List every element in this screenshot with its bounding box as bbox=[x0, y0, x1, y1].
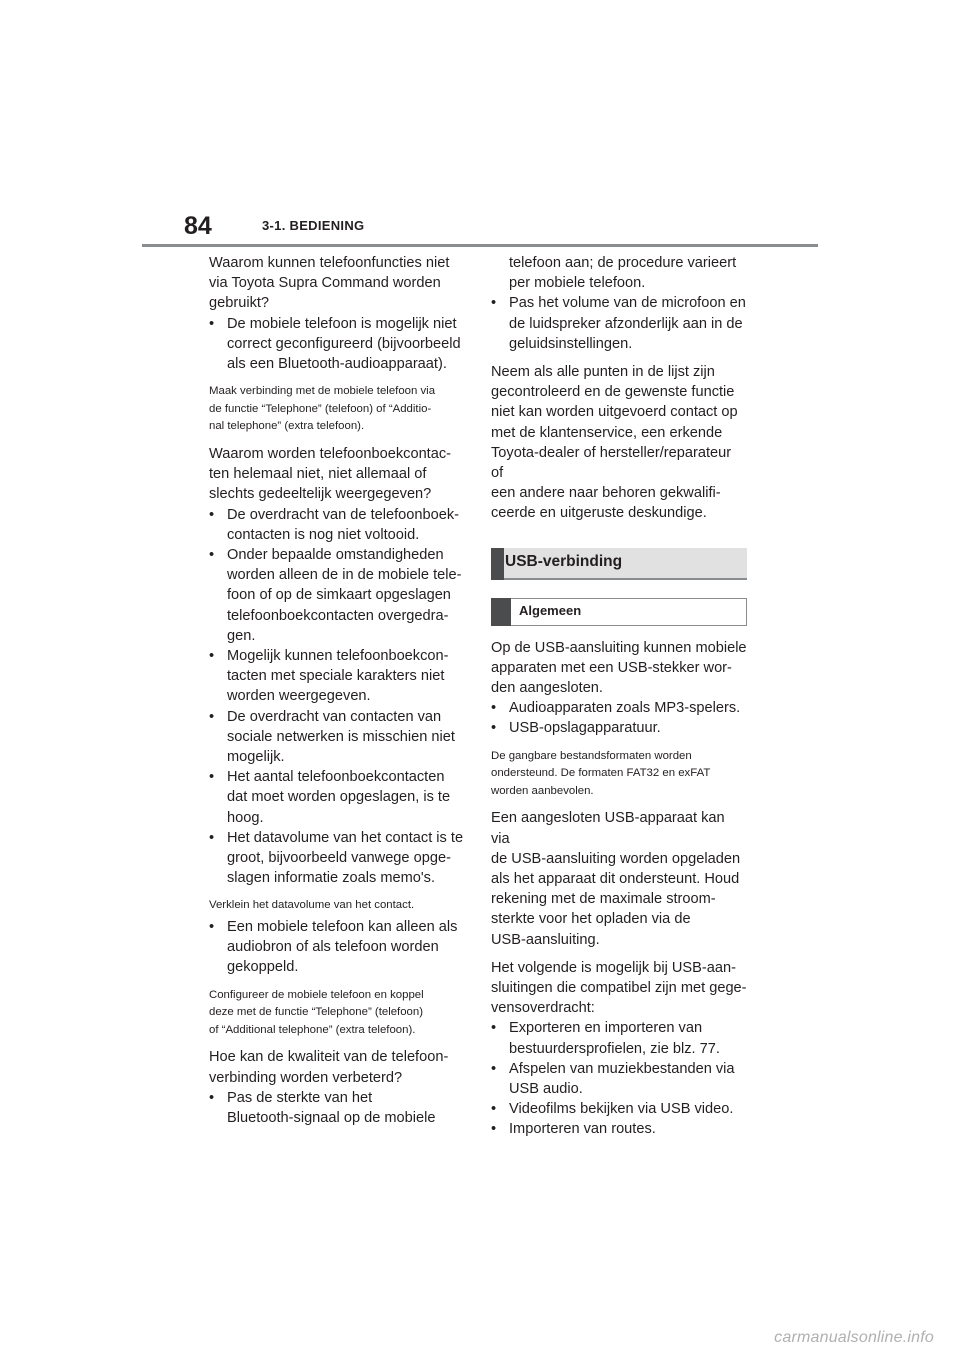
right-column bbox=[491, 253, 747, 1140]
text-line: telefoon aan; de procedure varieert bbox=[509, 255, 737, 271]
bullet-marker: • bbox=[209, 829, 215, 846]
paragraph bbox=[491, 958, 747, 1019]
bullet-marker: • bbox=[491, 720, 497, 737]
text-line: Exporteren en importeren van bbox=[509, 1020, 703, 1037]
bullet-item bbox=[491, 1119, 747, 1139]
text-line: audiobron of als telefoon worden bbox=[227, 939, 439, 956]
text-line: Op de USB-aansluiting kunnen mobiele bbox=[491, 639, 747, 656]
note-text bbox=[209, 897, 465, 915]
text-line: foon of op de simkaart opgeslagen bbox=[227, 587, 451, 604]
text-line: Een aangesloten USB-apparaat kan via bbox=[491, 810, 725, 847]
bullet-item bbox=[491, 293, 747, 354]
text-line: Het aantal telefoonboekcontacten bbox=[227, 769, 445, 786]
paragraph bbox=[491, 638, 747, 699]
text-line: Mogelijk kunnen telefoonboekcon- bbox=[227, 648, 449, 665]
bullet-marker: • bbox=[209, 547, 215, 564]
text-line: De gangbare bestandsformaten worden bbox=[491, 749, 692, 762]
text-line: de functie “Telephone” (telefoon) of “Additio- bbox=[209, 402, 432, 415]
text-line: bestuurdersprofielen, zie blz. 77. bbox=[509, 1040, 720, 1057]
text-line: USB audio. bbox=[509, 1081, 583, 1098]
text-line: of “Additional telephone” (extra telefoon). bbox=[209, 1023, 416, 1036]
text-line: worden aanbevolen. bbox=[491, 784, 594, 797]
text-line: correct geconfigureerd (bijvoorbeeld bbox=[227, 335, 461, 352]
text-line: USB-opslagapparatuur. bbox=[509, 720, 661, 737]
text-line: Audioapparaten zoals MP3-spelers. bbox=[509, 700, 741, 717]
text-line: geluidsinstellingen. bbox=[509, 335, 633, 352]
text-line: mogelijk. bbox=[227, 749, 285, 766]
text-line: Onder bepaalde omstandigheden bbox=[227, 547, 444, 564]
text-line: gekoppeld. bbox=[227, 959, 299, 976]
paragraph bbox=[491, 808, 747, 949]
text-line: dat moet worden opgeslagen, is te bbox=[227, 789, 451, 806]
text-line: ceerde en uitgeruste deskundige. bbox=[491, 505, 707, 522]
bullet-item bbox=[209, 707, 465, 768]
text-line: worden weergegeven. bbox=[227, 688, 371, 705]
footer-watermark: carmanualsonline.info bbox=[774, 1329, 934, 1346]
header-rule bbox=[142, 244, 818, 247]
bullet-item bbox=[209, 314, 465, 375]
text-line: sluitingen die compatibel zijn met gege- bbox=[491, 980, 747, 997]
subheading-text: Algemeen bbox=[519, 602, 582, 618]
text-line: De overdracht van de telefoonboek- bbox=[227, 506, 460, 523]
text-line: ondersteund. De formaten FAT32 en exFAT bbox=[491, 767, 711, 780]
text-line: Het volgende is mogelijk bij USB-aan- bbox=[491, 959, 736, 976]
text-line: Waarom worden telefoonboekcontac- bbox=[209, 446, 452, 462]
text-line: Waarom kunnen telefoonfuncties niet bbox=[209, 255, 450, 271]
section-label: 3-1. BEDIENING bbox=[262, 218, 365, 233]
bullet-marker: • bbox=[491, 295, 497, 312]
text-line: niet kan worden uitgevoerd contact op bbox=[491, 404, 738, 421]
text-line: Hoe kan de kwaliteit van de telefoon- bbox=[209, 1049, 449, 1066]
bullet-item bbox=[491, 1059, 747, 1099]
bullet-marker: • bbox=[491, 700, 497, 717]
note-text bbox=[491, 748, 747, 801]
heading-text: USB-verbinding bbox=[505, 552, 623, 570]
text-line: den aangesloten. bbox=[491, 680, 603, 697]
text-line: Configureer de mobiele telefoon en koppel bbox=[209, 988, 424, 1001]
heading-bar bbox=[491, 548, 504, 580]
text-line: telefoonboekcontacten overgedra- bbox=[227, 607, 449, 624]
bullet-marker: • bbox=[491, 1060, 497, 1077]
text-line: als een Bluetooth-audioapparaat). bbox=[227, 356, 447, 373]
text-line: Maak verbinding met de mobiele telefoon via bbox=[209, 385, 436, 398]
text-line: groot, bijvoorbeeld vanwege opge- bbox=[227, 850, 451, 867]
bullet-item bbox=[491, 1018, 747, 1058]
bullet-item bbox=[209, 545, 465, 646]
text-line: Een mobiele telefoon kan alleen als bbox=[227, 919, 458, 936]
text-line: hoog. bbox=[227, 809, 264, 826]
text-line: apparaten met een USB-stekker wor- bbox=[491, 659, 732, 676]
text-line: als het apparaat dit ondersteunt. Houd bbox=[491, 871, 740, 888]
bullet-item bbox=[209, 1088, 465, 1128]
text-line: per mobiele telefoon. bbox=[509, 275, 646, 292]
text-line: contacten is nog niet voltooid. bbox=[227, 526, 420, 543]
text-line: Het datavolume van het contact is te bbox=[227, 829, 464, 846]
bullet-marker: • bbox=[209, 708, 215, 725]
bullet-item bbox=[209, 505, 465, 545]
text-line: deze met de functie “Telephone” (telefoon) bbox=[209, 1006, 424, 1019]
text-line: Bluetooth-signaal op de mobiele bbox=[227, 1110, 436, 1127]
bullet-item bbox=[209, 767, 465, 828]
bullet-marker: • bbox=[209, 769, 215, 786]
text-line: nal telephone” (extra telefoon). bbox=[209, 420, 365, 433]
bullet-item bbox=[491, 718, 747, 738]
left-column bbox=[209, 253, 465, 1128]
text-line: ten helemaal niet, niet allemaal of bbox=[209, 466, 427, 483]
note-text bbox=[209, 987, 465, 1040]
text-line: USB-aansluiting. bbox=[491, 931, 600, 948]
text-line: sociale netwerken is misschien niet bbox=[227, 728, 455, 745]
subsection-heading-general bbox=[491, 598, 747, 626]
bullet-marker: • bbox=[209, 648, 215, 665]
bullet-marker: • bbox=[491, 1121, 497, 1138]
text-line: de luidspreker afzonderlijk aan in de bbox=[509, 315, 743, 332]
question-phonebook-contacts bbox=[209, 444, 465, 505]
text-line: een andere naar behoren gekwalifi- bbox=[491, 485, 721, 502]
page-number: 84 bbox=[184, 212, 212, 240]
note-text bbox=[209, 383, 465, 436]
text-line: Pas het volume van de microfoon en bbox=[509, 295, 746, 312]
paragraph bbox=[491, 362, 747, 524]
text-line: gecontroleerd en de gewenste functie bbox=[491, 384, 735, 401]
text-line: De mobiele telefoon is mogelijk niet bbox=[227, 315, 457, 332]
bullet-item bbox=[491, 1099, 747, 1119]
section-heading-usb bbox=[491, 548, 747, 580]
bullet-item bbox=[209, 646, 465, 707]
text-line: vensoverdracht: bbox=[491, 1000, 595, 1017]
text-line: worden alleen de in de mobiele tele- bbox=[227, 567, 462, 584]
text-line: Videofilms bekijken via USB video. bbox=[509, 1101, 734, 1118]
text-line: de USB-aansluiting worden opgeladen bbox=[491, 850, 741, 867]
text-line: tacten met speciale karakters niet bbox=[227, 668, 445, 685]
text-line: slechts gedeeltelijk weergegeven? bbox=[209, 486, 432, 503]
text-line: Toyota-dealer of hersteller/reparateur of bbox=[491, 444, 732, 482]
text-line: via Toyota Supra Command worden bbox=[209, 275, 441, 292]
text-line: gebruikt? bbox=[209, 295, 270, 312]
bullet-marker: • bbox=[209, 315, 215, 332]
text-line: Verklein het datavolume van het contact. bbox=[209, 899, 415, 912]
text-line: gen. bbox=[227, 627, 256, 644]
text-line: Pas de sterkte van het bbox=[227, 1089, 373, 1106]
bullet-marker: • bbox=[209, 506, 215, 523]
text-line: Neem als alle punten in de lijst zijn bbox=[491, 364, 715, 381]
bullet-item-continued bbox=[491, 253, 747, 293]
bullet-marker: • bbox=[491, 1020, 497, 1037]
text-line: Importeren van routes. bbox=[509, 1121, 656, 1138]
text-line: verbinding worden verbeterd? bbox=[209, 1069, 403, 1086]
bullet-marker: • bbox=[209, 919, 215, 936]
text-line: slagen informatie zoals memo's. bbox=[227, 870, 435, 887]
question-call-quality bbox=[209, 1047, 465, 1087]
text-line: sterkte voor het opladen via de bbox=[491, 911, 691, 928]
bullet-marker: • bbox=[491, 1101, 497, 1118]
bullet-item bbox=[209, 917, 465, 978]
text-line: met de klantenservice, een erkende bbox=[491, 424, 723, 441]
question-telephone-functions bbox=[209, 253, 465, 314]
bullet-item bbox=[209, 828, 465, 889]
text-line: rekening met de maximale stroom- bbox=[491, 891, 716, 908]
bullet-item bbox=[491, 698, 747, 718]
bullet-marker: • bbox=[209, 1089, 215, 1106]
text-line: De overdracht van contacten van bbox=[227, 708, 442, 725]
text-line: Afspelen van muziekbestanden via bbox=[509, 1060, 735, 1077]
subheading-bar bbox=[491, 598, 511, 626]
